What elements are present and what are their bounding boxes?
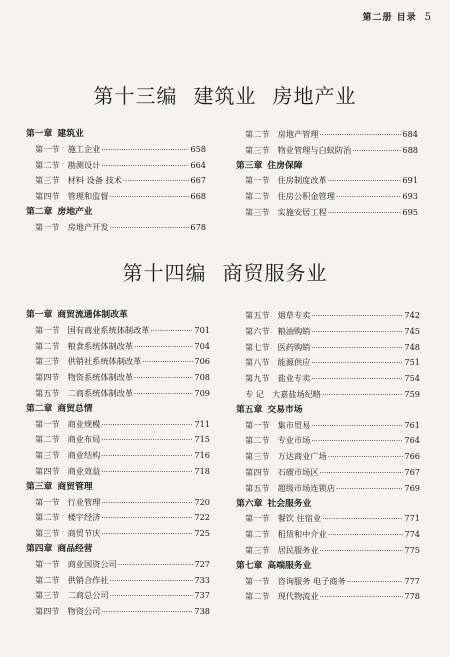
section-page: 695 <box>402 206 418 217</box>
dot-leader <box>311 325 403 340</box>
section-title: 商业规模 <box>67 418 101 429</box>
section-page: 777 <box>404 575 420 586</box>
section-title: 餐饮 住宿业 <box>277 513 322 524</box>
toc-entry[interactable] <box>26 526 210 542</box>
section-number: 第三节 <box>35 590 60 601</box>
chapter-number: 第三章 <box>236 160 263 171</box>
section-number: 第四节 <box>35 191 60 202</box>
section-page: 704 <box>194 340 210 351</box>
toc-entry[interactable] <box>236 387 420 403</box>
section-number: 第二节 <box>35 159 60 170</box>
toc-entry[interactable] <box>236 324 420 340</box>
section-page: 745 <box>404 325 420 336</box>
section-number: 第二节 <box>245 129 270 139</box>
toc-entry[interactable] <box>26 386 210 402</box>
section-title: 专业市场 <box>277 435 311 446</box>
section-title: 商业效益 <box>67 465 101 476</box>
dot-leader <box>118 558 194 573</box>
chapter-name: 高端服务业 <box>267 560 312 571</box>
section-title: 勘测设计 <box>67 159 101 170</box>
section-page: 708 <box>194 372 210 383</box>
section-number: 第一节 <box>245 575 270 586</box>
dot-leader <box>328 528 404 543</box>
section-page: 658 <box>190 143 206 154</box>
toc-entry[interactable] <box>26 158 206 174</box>
section-page: 678 <box>190 221 206 232</box>
section-number: 第一节 <box>35 418 60 429</box>
section-page: 709 <box>194 387 210 398</box>
section-title: 物资公司 <box>67 606 101 617</box>
dot-leader <box>134 340 193 355</box>
section-number: 第一节 <box>35 558 60 569</box>
section-number: 第四节 <box>35 372 60 383</box>
part-14-name: 商贸服务业 <box>222 261 328 285</box>
section-number: 第一节 <box>245 175 270 186</box>
toc-entry[interactable] <box>236 308 420 324</box>
section-page: 737 <box>194 590 210 601</box>
section-number: 第二节 <box>35 512 60 523</box>
section-number: 第一节 <box>245 419 270 430</box>
section-number: 第二节 <box>35 574 60 585</box>
chapter-heading <box>236 559 420 574</box>
dot-leader <box>322 512 403 527</box>
section-number: 第一节 <box>35 221 60 232</box>
dot-leader <box>101 511 193 526</box>
part-13-number: 第十三编 <box>93 84 178 108</box>
section-title: 商业布局 <box>67 434 101 445</box>
toc-entry[interactable] <box>26 557 210 573</box>
section-title: 商业结构 <box>67 450 101 461</box>
chapter-name: 商贸流通体制改革 <box>57 310 128 320</box>
section-title: 物业管理与白蚁防治 <box>277 144 352 155</box>
section-page: 706 <box>194 356 210 367</box>
part-14-right-column <box>236 308 420 605</box>
section-number: 第三节 <box>35 528 60 539</box>
chapter-number: 第七章 <box>236 560 263 571</box>
dot-leader <box>311 434 403 449</box>
section-page: 759 <box>404 388 420 399</box>
chapter-number: 第三章 <box>26 481 53 492</box>
toc-entry[interactable] <box>26 354 210 370</box>
section-title: 医药购销 <box>277 341 311 352</box>
section-number: 第一节 <box>35 496 60 507</box>
toc-entry[interactable] <box>236 511 420 527</box>
toc-entry[interactable] <box>236 127 418 143</box>
toc-entry[interactable] <box>236 449 420 465</box>
part-13-title <box>0 80 450 109</box>
dot-leader <box>320 544 404 559</box>
dot-leader <box>322 388 403 403</box>
chapter-heading <box>26 308 210 323</box>
section-title: 烟草专卖 <box>277 310 311 320</box>
section-title: 能源供应 <box>277 357 311 368</box>
toc-entry[interactable] <box>236 574 420 590</box>
part-13-name-a: 建筑业 <box>193 84 257 108</box>
section-page: 767 <box>404 466 420 477</box>
section-title: 行业管理 <box>67 496 101 507</box>
chapter-heading <box>236 159 418 174</box>
dot-leader <box>110 190 190 205</box>
section-number: 专 记 <box>245 388 264 399</box>
section-page: 722 <box>194 512 210 523</box>
dot-leader <box>101 527 193 542</box>
section-title: 国有商业系统体制改革 <box>67 324 150 335</box>
section-number: 第二节 <box>35 434 60 445</box>
toc-entry[interactable] <box>26 370 210 386</box>
dot-leader <box>311 341 403 356</box>
section-number: 第二节 <box>245 191 270 202</box>
section-page: 761 <box>404 419 420 430</box>
chapter-name: 房地产业 <box>57 206 93 217</box>
section-number: 第八节 <box>245 357 270 368</box>
header-title: 第二册 目录 <box>362 13 417 23</box>
section-title: 超级市场连锁店 <box>277 482 335 493</box>
section-number: 第五节 <box>245 482 270 493</box>
toc-entry[interactable] <box>236 143 418 159</box>
toc-entry[interactable] <box>26 339 210 355</box>
section-number: 第二节 <box>245 591 270 602</box>
part-14-left-column <box>26 308 210 620</box>
dot-leader <box>123 174 189 189</box>
section-number: 第三节 <box>245 144 270 155</box>
toc-entry[interactable] <box>236 481 420 497</box>
dot-leader <box>101 605 193 620</box>
dot-leader <box>110 221 190 236</box>
toc-entry[interactable] <box>26 448 210 464</box>
toc-entry[interactable] <box>26 495 210 511</box>
section-page: 778 <box>404 591 420 602</box>
chapter-number: 第一章 <box>26 129 53 139</box>
dot-leader <box>311 372 403 387</box>
toc-entry[interactable] <box>236 433 420 449</box>
toc-entry[interactable] <box>236 340 420 356</box>
toc-entry[interactable] <box>26 573 210 589</box>
section-title: 房地产开发 <box>67 221 109 232</box>
section-number: 第二节 <box>35 340 60 351</box>
section-title: 粮食系统体制改革 <box>67 340 134 351</box>
toc-entry[interactable] <box>26 189 206 205</box>
dot-leader <box>320 590 404 605</box>
section-page: 693 <box>402 191 418 202</box>
section-title: 供销社系统体制改革 <box>67 356 142 367</box>
section-page: 774 <box>404 529 420 540</box>
dot-leader <box>311 419 403 434</box>
chapter-heading <box>236 403 420 418</box>
chapter-heading <box>26 127 206 142</box>
toc-entry[interactable] <box>26 417 210 433</box>
section-number: 第一节 <box>35 143 60 154</box>
dot-leader <box>328 450 404 465</box>
dot-leader <box>311 356 403 371</box>
section-title: 石碶市场区 <box>277 466 319 477</box>
dot-leader <box>134 387 193 402</box>
section-page: 738 <box>194 606 210 617</box>
part-13-right-column <box>236 127 418 221</box>
section-number: 第六节 <box>245 325 270 336</box>
section-page: 764 <box>404 435 420 446</box>
chapter-name: 商品经营 <box>57 543 93 554</box>
section-number: 第四节 <box>245 466 270 477</box>
section-page: 771 <box>404 513 420 524</box>
chapter-heading <box>26 402 210 417</box>
dot-leader <box>150 324 193 339</box>
section-page: 664 <box>190 159 206 170</box>
toc-entry[interactable] <box>236 465 420 481</box>
section-title: 粮油购销 <box>277 325 311 336</box>
section-title: 供销合作社 <box>67 574 109 585</box>
section-title: 商贸节庆 <box>67 528 101 539</box>
toc-entry[interactable] <box>236 205 418 221</box>
section-page: 684 <box>402 129 418 139</box>
toc-entry[interactable] <box>26 588 210 604</box>
section-number: 第七节 <box>245 341 270 352</box>
section-page: 720 <box>194 496 210 507</box>
toc-entry[interactable] <box>236 173 418 189</box>
toc-entry[interactable] <box>26 220 206 236</box>
dot-leader <box>101 418 193 433</box>
toc-entry[interactable] <box>26 604 210 620</box>
dot-leader <box>101 433 193 448</box>
dot-leader <box>311 309 403 324</box>
part-13-left-column <box>26 127 206 236</box>
toc-entry[interactable] <box>26 510 210 526</box>
chapter-number: 第二章 <box>26 206 53 217</box>
section-number: 第三节 <box>245 451 270 462</box>
section-page: 718 <box>194 465 210 476</box>
dot-leader <box>347 575 404 590</box>
section-page: 751 <box>404 357 420 368</box>
page-number: 5 <box>424 12 432 23</box>
chapter-name: 建筑业 <box>57 129 84 139</box>
section-number: 第二节 <box>245 435 270 446</box>
chapter-number: 第二章 <box>26 403 53 414</box>
dot-leader <box>328 206 402 221</box>
dot-leader <box>101 449 193 464</box>
dot-leader <box>336 482 403 497</box>
section-page: 742 <box>404 310 420 320</box>
toc-entry[interactable] <box>26 432 210 448</box>
section-page: 667 <box>190 175 206 186</box>
running-header <box>362 10 432 23</box>
toc-entry[interactable] <box>26 142 206 158</box>
chapter-name: 交易市场 <box>267 404 303 415</box>
section-title: 万达商业广场 <box>277 451 327 462</box>
part-13-name-b: 房地产业 <box>272 84 357 108</box>
section-page: 701 <box>194 324 210 335</box>
section-number: 第三节 <box>35 450 60 461</box>
chapter-heading <box>236 497 420 512</box>
section-title: 商业国资公司 <box>67 558 117 569</box>
dot-leader <box>320 466 404 481</box>
section-number: 第四节 <box>35 465 60 476</box>
chapter-name: 商贸总情 <box>57 403 93 414</box>
section-title: 现代物流业 <box>277 591 319 602</box>
section-title: 大嘉盐场纪略 <box>271 388 322 399</box>
section-number: 第一节 <box>35 324 60 335</box>
section-number: 第二节 <box>245 529 270 540</box>
section-page: 715 <box>194 434 210 445</box>
section-page: 716 <box>194 450 210 461</box>
toc-entry[interactable] <box>236 355 420 371</box>
section-title: 盐业专卖 <box>277 373 311 384</box>
dot-leader <box>320 128 402 143</box>
chapter-number: 第一章 <box>26 310 53 320</box>
section-page: 688 <box>402 144 418 155</box>
section-title: 房地产管理 <box>277 129 319 139</box>
section-page: 725 <box>194 528 210 539</box>
section-title: 楼宇经济 <box>67 512 101 523</box>
section-number: 第三节 <box>245 206 270 217</box>
section-title: 材料 设备 技术 <box>67 175 122 186</box>
chapter-heading <box>26 480 210 495</box>
chapter-number: 第六章 <box>236 498 263 509</box>
toc-entry[interactable] <box>26 323 210 339</box>
chapter-name: 住房保障 <box>267 160 303 171</box>
toc-entry[interactable] <box>236 189 418 205</box>
section-title: 管理和监督 <box>67 191 109 202</box>
toc-entry[interactable] <box>236 527 420 543</box>
section-page: 711 <box>194 418 210 429</box>
toc-entry[interactable] <box>236 418 420 434</box>
section-number: 第三节 <box>35 175 60 186</box>
section-title: 实施安居工程 <box>277 206 327 217</box>
toc-entry[interactable] <box>236 589 420 605</box>
section-page: 727 <box>194 558 210 569</box>
chapter-heading <box>26 542 210 557</box>
section-title: 二商总公司 <box>67 590 109 601</box>
chapter-heading <box>26 205 206 220</box>
section-number: 第五节 <box>35 387 60 398</box>
section-number: 第五节 <box>245 310 270 320</box>
section-page: 769 <box>404 482 420 493</box>
section-title: 租赁和中介业 <box>277 529 327 540</box>
chapter-number: 第五章 <box>236 404 263 415</box>
toc-entry[interactable] <box>236 543 420 559</box>
chapter-number: 第四章 <box>26 543 53 554</box>
dot-leader <box>101 159 189 174</box>
section-number: 第三节 <box>245 544 270 555</box>
chapter-name: 商贸管理 <box>57 481 93 492</box>
section-title: 施工企业 <box>67 143 101 154</box>
part-14-number: 第十四编 <box>122 261 207 285</box>
section-page: 748 <box>404 341 420 352</box>
section-page: 766 <box>404 451 420 462</box>
section-page: 733 <box>194 574 210 585</box>
section-page: 754 <box>404 373 420 384</box>
section-title: 二商系统体制改革 <box>67 387 134 398</box>
dot-leader <box>110 589 194 604</box>
dot-leader <box>101 496 193 511</box>
section-title: 居民服务业 <box>277 544 319 555</box>
section-number: 第一节 <box>245 513 270 524</box>
section-title: 住房公积金管理 <box>277 191 335 202</box>
section-title: 物资系统体制改革 <box>67 372 134 383</box>
part-14-title <box>0 257 450 286</box>
dot-leader <box>110 574 194 589</box>
section-page: 668 <box>190 191 206 202</box>
dot-leader <box>101 143 189 158</box>
dot-leader <box>101 465 193 480</box>
section-page: 691 <box>402 175 418 186</box>
section-number: 第四节 <box>35 606 60 617</box>
dot-leader <box>352 144 401 159</box>
chapter-name: 社会服务业 <box>267 498 312 509</box>
toc-entry[interactable] <box>26 464 210 480</box>
section-title: 住房制度改革 <box>277 175 327 186</box>
dot-leader <box>142 355 193 370</box>
section-number: 第三节 <box>35 356 60 367</box>
toc-entry[interactable] <box>26 173 206 189</box>
section-title: 咨询服务 电子商务 <box>277 575 346 586</box>
toc-entry[interactable] <box>236 371 420 387</box>
dot-leader <box>134 371 193 386</box>
dot-leader <box>336 190 401 205</box>
section-title: 集市贸易 <box>277 419 311 430</box>
section-number: 第九节 <box>245 373 270 384</box>
section-page: 775 <box>404 544 420 555</box>
dot-leader <box>328 174 402 189</box>
